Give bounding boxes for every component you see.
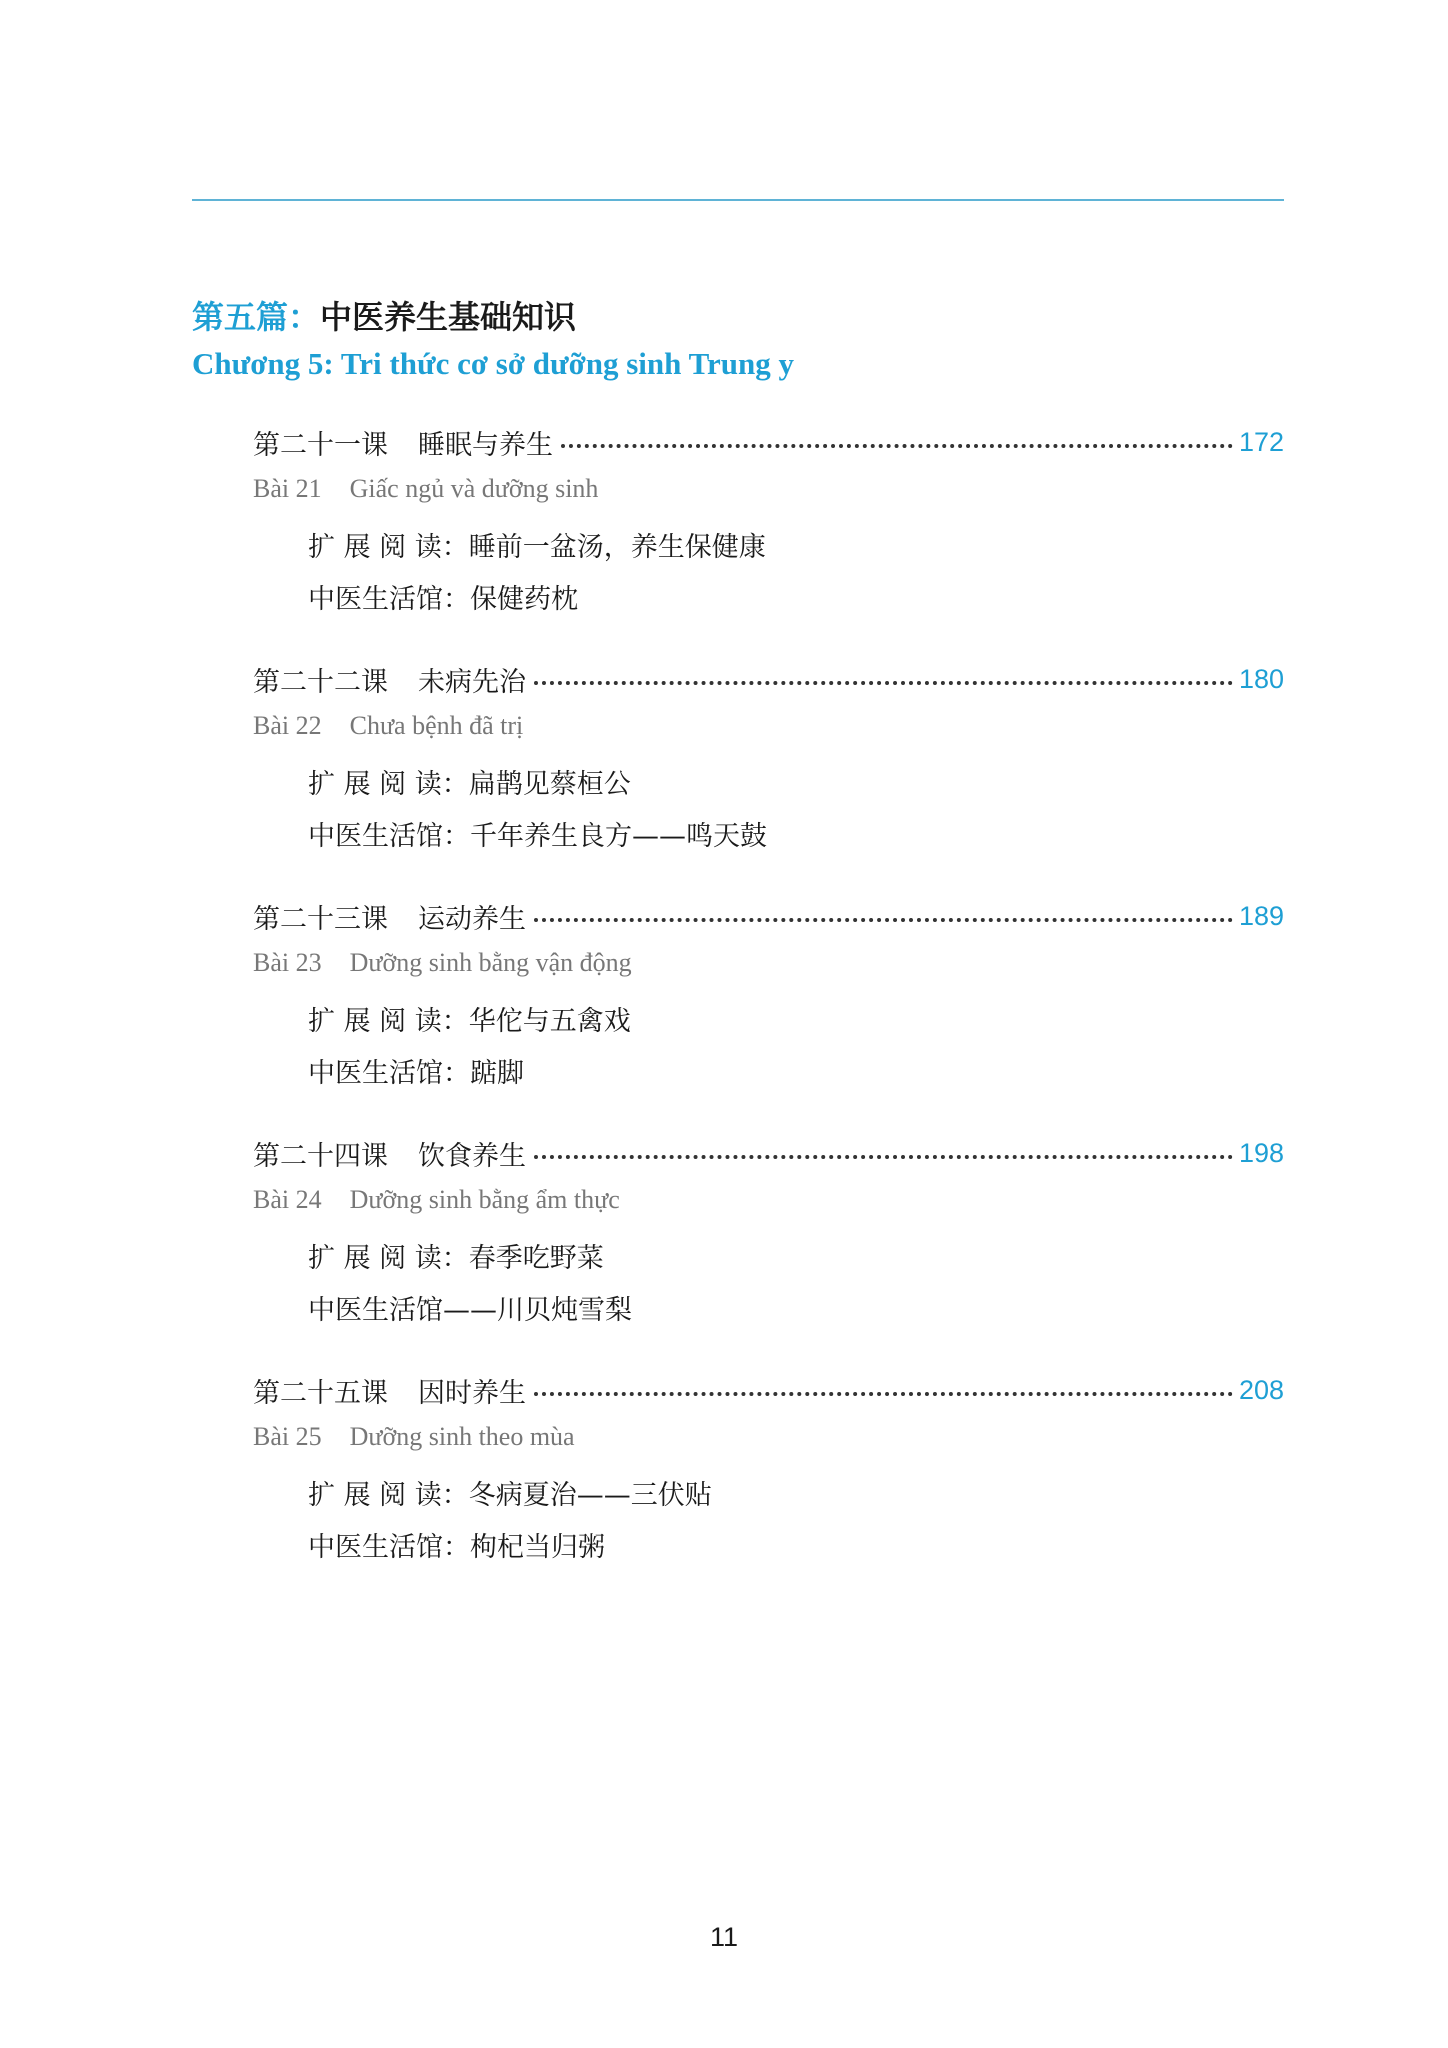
lesson-title-vn (253, 474, 598, 504)
lesson-title-vn (253, 1422, 575, 1452)
lesson-number-vn: Bài 24 (253, 1185, 322, 1214)
tcm-life-section: 中医生活馆：踮脚 (308, 1058, 524, 1089)
lesson-title-cn (253, 423, 553, 462)
dot-leader (534, 1392, 1233, 1396)
chapter-name-cn: 中医养生基础知识 (320, 298, 577, 336)
lesson-name-cn: 饮食养生 (418, 1140, 526, 1172)
toc-line[interactable] (253, 659, 1284, 699)
lesson-name-cn: 运动养生 (418, 903, 526, 935)
extended-reading: 扩 展 阅 读：睡前一盆汤，养生保健康 (308, 532, 766, 563)
tcm-life-section: 中医生活馆：枸杞当归粥 (308, 1532, 605, 1563)
toc-line[interactable] (253, 1133, 1284, 1173)
lesson-number-cn: 第二十四课 (253, 1140, 388, 1172)
lesson-number-cn: 第二十三课 (253, 903, 388, 935)
lesson-title-cn (253, 1371, 526, 1410)
lesson-number-cn: 第二十一课 (253, 429, 388, 461)
lesson-name-vn: Giấc ngủ và dưỡng sinh (349, 474, 599, 503)
lesson-title-vn (253, 711, 523, 741)
tcm-life-section: 中医生活馆：保健药枕 (308, 584, 578, 615)
chapter-title-cn (192, 292, 576, 338)
lesson-name-vn: Dưỡng sinh bằng vận động (349, 948, 632, 977)
toc-line[interactable] (253, 422, 1284, 462)
lesson-number-vn: Bài 23 (253, 948, 322, 977)
page-number[interactable]: 180 (1238, 663, 1284, 694)
lesson-number-vn: Bài 21 (253, 474, 322, 503)
dot-leader (534, 1155, 1233, 1159)
lesson-title-vn (253, 948, 632, 978)
lesson-number-cn: 第二十二课 (253, 666, 388, 698)
header-rule (192, 199, 1284, 201)
lesson-title-cn (253, 1134, 526, 1173)
chapter-title-vn: Chương 5: Tri thức cơ sở dưỡng sinh Trung y (192, 346, 794, 381)
lesson-title-vn (253, 1185, 620, 1215)
tcm-life-section: 中医生活馆：千年养生良方——鸣天鼓 (308, 821, 767, 852)
lesson-name-vn: Chưa bệnh đã trị (349, 711, 524, 740)
dot-leader (534, 681, 1233, 685)
page-number[interactable]: 172 (1238, 426, 1284, 457)
folio-page-number: 11 (709, 1922, 739, 1952)
extended-reading: 扩 展 阅 读：冬病夏治——三伏贴 (308, 1480, 712, 1511)
dot-leader (561, 444, 1233, 448)
lesson-name-cn: 睡眠与养生 (418, 429, 553, 461)
lesson-name-vn: Dưỡng sinh theo mùa (349, 1422, 575, 1451)
lesson-name-cn: 因时养生 (418, 1377, 526, 1409)
lesson-number-vn: Bài 22 (253, 711, 322, 740)
toc-line[interactable] (253, 896, 1284, 936)
lesson-number-vn: Bài 25 (253, 1422, 322, 1451)
chapter-prefix-cn: 第五篇： (192, 298, 321, 336)
page-number[interactable]: 189 (1238, 900, 1284, 931)
extended-reading: 扩 展 阅 读：春季吃野菜 (308, 1243, 604, 1274)
extended-reading: 扩 展 阅 读：扁鹊见蔡桓公 (308, 769, 631, 800)
dot-leader (534, 918, 1233, 922)
lesson-title-cn (253, 660, 526, 699)
lesson-name-cn: 未病先治 (418, 666, 526, 698)
tcm-life-section: 中医生活馆——川贝炖雪梨 (308, 1295, 632, 1326)
lesson-number-cn: 第二十五课 (253, 1377, 388, 1409)
lesson-title-cn (253, 897, 526, 936)
page-number[interactable]: 198 (1238, 1137, 1284, 1168)
page-number[interactable]: 208 (1238, 1374, 1284, 1405)
toc-line[interactable] (253, 1370, 1284, 1410)
extended-reading: 扩 展 阅 读：华佗与五禽戏 (308, 1006, 631, 1037)
lesson-name-vn: Dưỡng sinh bằng ẩm thực (349, 1185, 620, 1214)
